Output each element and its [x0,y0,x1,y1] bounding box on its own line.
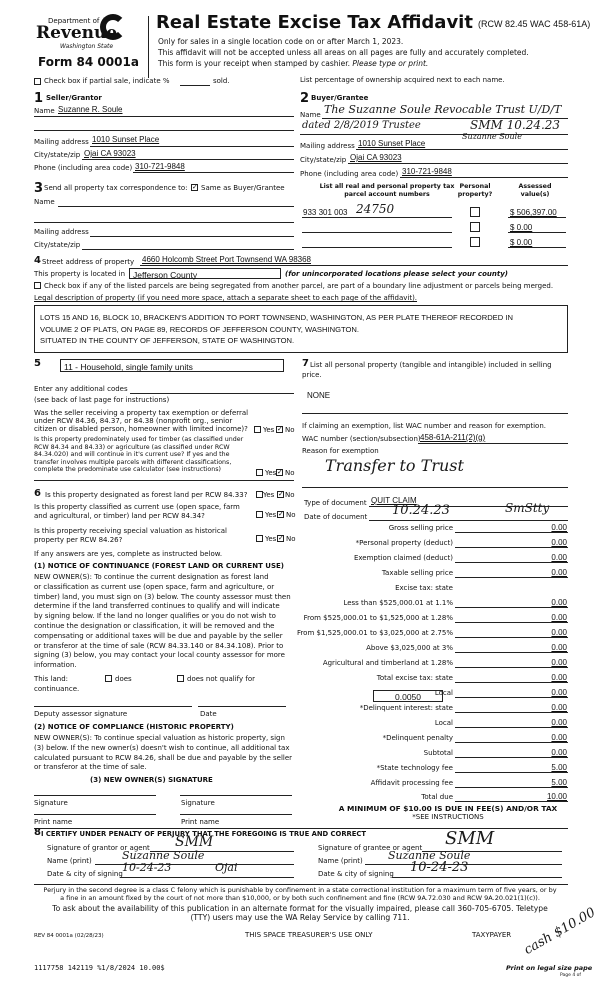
section-number: 3 [34,181,44,196]
tax-row-value[interactable]: 0.00 [551,658,567,667]
tax-row-value[interactable]: 5.00 [551,763,567,772]
cash-annotation: cash $10.00 [521,905,599,958]
taxpayer-label: TAXYPAYER [472,931,512,939]
assessed-value[interactable]: $ 0.00 [510,238,533,247]
date-initials: SmStty [505,501,550,515]
tax-row-label: From $525,000.01 to $1,525,000 at 1.28% [303,614,453,622]
grantor-date-field[interactable]: 10-24-23 [122,861,172,874]
partial-sale-label: Check box if partial sale, indicate % [44,77,170,85]
field-line [34,116,294,117]
no-label: No [285,426,295,434]
current-use-question [34,503,240,521]
additional-codes-label: Enter any additional codes [34,385,128,393]
seller-city-label: City/state/zip [34,151,81,159]
minimum-due-note: A MINIMUM OF $10.00 IS DUE IN FEE(S) AND/OR TAX [338,804,558,813]
tax-row-value[interactable]: 5.00 [551,778,567,787]
parcel-number[interactable]: 933 301 003 [303,208,348,217]
state-label: Washington State [60,43,114,50]
no-label: No [286,535,296,543]
parcel-number[interactable] [302,247,452,248]
timber-no-checkbox[interactable]: ✓ [277,468,283,476]
this-land-label: This land: [34,675,69,683]
grantor-signature-field[interactable]: SMM [175,834,214,850]
notice3-title: (3) NEW OWNER(S) SIGNATURE [90,776,213,784]
historic-yes-checkbox[interactable] [256,535,263,542]
doctype-label: Type of document [304,499,367,507]
grantor-city-field[interactable]: Ojai [215,861,238,874]
segregated-checkbox[interactable] [34,282,41,289]
land-use-code-select[interactable]: 11 - Household, single family units [60,359,284,372]
question-line: transfer involves multiple parcels with different classifications, [34,458,232,466]
section-number: 6 [34,488,41,499]
field-line [356,149,568,150]
grantee-signature-field[interactable]: SMM [445,828,495,849]
partial-percent-field[interactable] [180,85,210,86]
buyer-name-label: Name [300,111,321,119]
section-number: 5 [34,358,41,369]
assessed-value[interactable]: $ 506,397.00 [510,208,557,217]
grantor-name-label: Name (print) [47,857,92,865]
question-line: Is this property predominately used for timber (as classified under [34,436,244,443]
question-line: RCW 84.34 and 84.33) or agriculture (as classified under RCW [34,443,230,451]
treasurer-label: THIS SPACE TREASURER'S USE ONLY [245,931,373,939]
corr-mail-field[interactable] [90,236,294,237]
tax-row-value[interactable]: 0.00 [551,703,567,712]
notice1-title: (1) NOTICE OF CONTINUANCE (FOREST LAND OR CURRENT USE) [34,562,284,570]
buyer-name-line3: Suzanne Soule [462,132,522,141]
certification-text: I CERTIFY UNDER PENALTY OF PERJURY THAT THE FOREGOING IS TRUE AND CORRECT [41,830,367,838]
field-line [455,532,568,533]
grantee-date-field[interactable]: 10-24-23 [410,860,469,875]
field-line [455,652,568,653]
form-title: Real Estate Excise Tax Affidavit [156,12,473,33]
owner-print-field[interactable] [180,814,292,815]
legal-size-note: Print on legal size pape [506,964,593,972]
page-number: Page 4 of [560,973,581,978]
seller-city-field[interactable]: Ojai CA 93023 [84,149,136,158]
revenue-logo-text: Revenue [36,23,118,43]
forest-no-checkbox[interactable]: ✓ [278,490,284,498]
field-line [302,413,568,414]
grantor-name-field[interactable]: Suzanne Soule [122,849,205,862]
tax-row-label: Excise tax: state [395,584,453,592]
no-label: No [285,469,295,477]
field-line [455,622,568,623]
ownership-note: List percentage of ownership acquired next to each name. [300,76,505,84]
question-line: citizen or disabled person, homeowner with limited income)? [34,425,248,433]
field-line [418,443,568,444]
buyer-city-label: City/state/zip [300,156,347,164]
corr-name-field[interactable] [58,206,294,207]
does-label: does [115,675,132,683]
deputy-label: Deputy assessor signature [34,710,128,718]
notice1-text [34,573,291,671]
tax-row-value[interactable]: 0.00 [551,523,567,532]
yes-label: Yes [265,535,277,543]
tax-row-label: From $1,525,000.01 to $3,025,000 at 2.75% [296,629,453,637]
notice-line: compensating or additional taxes will be due and payable by the seller [34,631,283,640]
owner-signature-field[interactable] [180,795,292,796]
dor-logo-icon [100,14,126,40]
deputy-date-field[interactable] [198,706,286,707]
timber-question [34,436,243,474]
personal-property-label: List all personal property (tangible and intangible) included in selling [310,361,552,369]
doctype-field[interactable]: QUIT CLAIM [371,496,417,505]
forest-yes-checkbox[interactable] [256,491,263,498]
additional-codes-field[interactable] [130,393,294,394]
assessed-header: Assessed [518,183,552,190]
county-select[interactable]: Jefferson County [129,268,281,279]
notice-line: or classification as current use (open space, farm and agriculture, or [34,582,275,591]
buyer-mail-field[interactable]: 1010 Sunset Place [358,139,426,148]
wac-field[interactable]: 458-61A-211(2)(g) [420,433,486,442]
buyer-city-field[interactable]: Ojai CA 93023 [350,153,402,162]
docdate-label: Date of document [304,513,368,521]
tax-row-label: Total excise tax: state [376,674,453,682]
field-line [455,757,568,758]
print-name-label: Print name [34,818,73,826]
field-line [455,667,568,668]
buyer-mail-label: Mailing address [300,142,355,150]
tax-row-label: *Delinquent penalty [382,734,453,742]
exemption-no-checkbox[interactable]: ✓ [277,425,283,433]
question-line: under RCW 84.36, 84.37, or 84.38 (nonprofit org., senior [34,417,233,425]
field-line [455,742,568,743]
reason-label: Reason for exemption [302,447,379,455]
tax-row-label: Local [434,719,453,727]
print-name-label: Print name [181,818,220,826]
question-line: Was the seller receiving a property tax exemption or deferral [34,409,249,417]
subtitle-line: This affidavit will not be accepted unless all areas on all pages are fully and accurately completed. [158,48,529,57]
parcel-handwritten: 24750 [356,202,395,216]
question-line: complete the predominate use calculator (see instructions) [34,466,222,473]
field-line [82,159,294,160]
docdate-field[interactable]: 10.24.23 [392,503,450,518]
yes-label: Yes [265,469,277,477]
owner-print-field[interactable] [34,814,156,815]
county-note: (for unincorporated locations please select your county) [285,270,508,278]
seller-phone-field[interactable]: 310-721-9848 [135,162,185,171]
seller-title: Seller/Grantor [46,94,102,102]
does-not-label: does not qualify for [187,675,255,683]
rcw-ref: (RCW 82.45 WAC 458-61A) [478,19,591,29]
tax-row-value[interactable]: 0.00 [551,598,567,607]
personal-header: Personal [459,183,491,190]
buyer-initials: SMM 10.24.23 [470,118,561,132]
field-line [302,217,452,218]
segregated-label: Check box if any of the listed parcels are being segregated from another parcel, are part of a boundary line adjustment or parcels being merged. [44,282,554,290]
seller-mail-label: Mailing address [34,138,89,146]
tax-row-label: Taxable selling price [381,569,453,577]
form-number: Form 84 0001a [38,55,139,69]
tax-row-label: *Delinquent interest: state [359,704,453,712]
notice-line: timber) land, you must sign on (3) below. The county assessor must then [34,592,291,601]
legal-line: VOLUME 2 OF PLATS, ON PAGE 89, RECORDS OF JEFFERSON COUNTY, WASHINGTON. [40,324,359,334]
assessed-value[interactable]: $ 0.00 [510,223,533,232]
buyer-phone-label: Phone (including area code) [300,170,399,178]
seller-name-label: Name [34,107,55,115]
section-number: 8 [34,827,41,838]
field-line [455,712,568,713]
exemption-yes-checkbox[interactable] [254,426,261,433]
field-line [400,177,568,178]
accessibility-notice: (TTY) users may use the WA Relay Service by calling 711. [190,913,410,922]
grantee-date-label: Date & city of signing [318,870,394,878]
section-number: 2 [300,91,310,106]
historic-no-checkbox[interactable]: ✓ [278,534,284,542]
legal-description-field[interactable] [34,305,568,353]
tax-row-value[interactable]: 0.00 [551,718,567,727]
tax-row-label: Local [434,689,453,697]
field-line [455,682,568,683]
tax-row-label: Affidavit processing fee [370,779,453,787]
notice-line: or transferor at the time of sale (RCW 84.33.140 or 84.34.108). Prior to [34,641,284,650]
date-label: Date [200,710,217,718]
local-rate-field[interactable]: 0.0050 [373,690,443,702]
corr-mail-label: Mailing address [34,228,89,236]
notice-line: (3) below. If the new owner(s) doesn't wish to continue, all additional tax [34,743,290,752]
section-number: 1 [34,91,44,106]
parcel-header: List all real and personal property tax [319,183,455,190]
tax-row-value[interactable]: 0.00 [551,553,567,562]
buyer-title: Buyer/Grantee [311,94,369,102]
forest-question: Is this property designated as forest land per RCW 84.33? [45,491,248,499]
legal-line: LOTS 15 AND 16, BLOCK 10, BRACKEN'S ADDITION TO PORT TOWNSEND, WASHINGTON, AS PER PLATE THEREOF RECORDED IN [40,313,513,322]
personal-property-label: price. [302,371,322,379]
wac-label: WAC number (section/subsection) [302,435,421,443]
buyer-phone-field[interactable]: 310-721-9848 [402,167,452,176]
tax-row-label: Gross selling price [388,524,453,532]
field-line [348,163,568,164]
perjury-notice: a fine in an amount fixed by the court of not more than $10,000, or by both such confinement and fine (RCW 9A.72.030 and RCW 9A.20.021(1)(c)). [60,894,540,902]
field-line [508,232,566,233]
corr-label: Send all property tax correspondence to: [44,184,188,192]
exemption-question [34,409,248,433]
yes-label: Yes [265,511,277,519]
tax-row-value[interactable]: 0.00 [551,673,567,682]
field-line [90,146,294,147]
tax-row-label: Total due [421,793,453,801]
signature-label: Signature [34,799,68,807]
grantee-name-label: Name (print) [318,857,363,865]
yes-label: Yes [263,426,275,434]
grantee-sig-label: Signature of grantee or agent [318,844,423,852]
tax-row-value[interactable]: 0.00 [551,733,567,742]
grantor-date-label: Date & city of signing [47,870,123,878]
field-line [455,772,568,773]
type-print-text: Please type or print. [352,59,429,68]
current-use-yes-checkbox[interactable] [256,511,263,518]
notice-line: or transferor at the time of sale. [34,763,147,772]
legal-label: Legal description of property (if you need more space, attach a separate sheet to each page of the affidavit). [34,294,418,302]
notice2-title: (2) NOTICE OF COMPLIANCE (HISTORIC PROPERTY) [34,723,234,731]
question-line: property per RCW 84.26? [34,536,123,544]
seller-name-field[interactable]: Suzanne R. Soule [58,105,123,114]
field-line [508,247,566,248]
owner-signature-field[interactable] [34,795,156,796]
notice-line: NEW OWNER(S): To continue the current designation as forest land [34,573,269,581]
divider [34,480,294,481]
notice-line: signing (3) below, you may contact your local county assessor for more [34,651,285,660]
tax-row-value[interactable]: 0.00 [551,688,567,697]
does-checkbox[interactable] [105,675,112,682]
located-label: This property is located in [34,270,126,278]
same-as-buyer-checkbox[interactable]: ✓ [192,183,198,191]
field-line [300,134,568,135]
corr-name-label: Name [34,198,55,206]
divider [34,884,568,885]
field-line [455,562,568,563]
see-instructions: *SEE INSTRUCTIONS [412,813,484,821]
yes-label: Yes [263,491,275,499]
exemption-label: If claiming an exemption, list WAC number and reason for exemption. [302,422,546,430]
tax-row-label: Subtotal [423,749,453,757]
reason-field[interactable]: Transfer to Trust [325,456,464,475]
personal-header: property? [457,191,493,198]
deputy-signature-field[interactable] [34,706,192,707]
codes-note: (see back of last page for instructions) [34,396,170,404]
assessed-header: value(s) [520,191,550,198]
seller-mail-field[interactable]: 1010 Sunset Place [92,135,160,144]
no-label: No [286,511,296,519]
field-line [455,607,568,608]
personal-property-checkbox[interactable] [470,222,480,232]
notice2-text [34,734,292,773]
tax-row-label: *State technology fee [376,764,453,772]
tax-row-value[interactable]: 0.00 [551,613,567,622]
cashier-stamp: 1117758 142119 %1/8/2024 10.00$ [34,964,165,972]
buyer-name-line2: dated 2/8/2019 Trustee [302,120,421,131]
subtitle-line: Only for sales in a single location code on or after March 1, 2023. [158,37,404,46]
personal-property-checkbox[interactable] [470,207,480,217]
no-label: No [285,491,295,499]
field-line [455,727,568,728]
timber-yes-checkbox[interactable] [256,469,263,476]
field-line [140,265,568,266]
subtitle-line [158,60,428,68]
question-line: Is this property classified as current use (open space, farm [34,503,240,511]
field-line [455,697,568,698]
tax-row-value[interactable]: 0.00 [551,643,567,652]
notice-line: NEW OWNER(S): To continue special valuation as historic property, sign [34,734,285,742]
question-line: Is this property receiving special valuation as historical [34,527,227,535]
grantee-name-field[interactable]: Suzanne Soule [388,849,471,862]
tax-row-value[interactable]: 0.00 [551,568,567,577]
does-not-checkbox[interactable] [177,675,184,682]
field-line [34,130,294,131]
street-label: Street address of property [42,258,135,266]
grantor-sig-label: Signature of grantor or agent [47,844,150,852]
revision-label: REV 84 0001a (02/28/23) [34,933,104,939]
section-number: 7 [302,358,309,369]
question-line: and agricultural, or timber) land per RCW 84.34? [34,512,205,520]
header-divider [148,16,149,78]
tax-row-value[interactable]: 10.00 [546,792,567,801]
notice-line: continue the designation or classification, it will be removed and the [34,621,275,630]
current-use-no-checkbox[interactable]: ✓ [278,510,284,518]
question-line: 84.34.020) and will continue in it's current use? If yes and the [34,451,230,458]
tax-row-label: Agricultural and timberland at 1.28% [322,659,453,667]
notice-line: by signing below. If the land no longer qualifies or you do not wish to [34,612,276,621]
field-line [120,877,294,878]
field-line [369,520,568,521]
field-line [302,487,568,488]
perjury-notice: Perjury in the second degree is a class C felony which is punishable by confinement in a state correctional institution for a maximum term of five years, or by [43,886,557,894]
tax-row-label: Less than $525,000.01 at 1.1% [343,599,453,607]
tax-row-label: Exemption claimed (deduct) [353,554,453,562]
parcel-header: parcel account numbers [344,191,430,198]
personal-property-checkbox[interactable] [470,237,480,247]
field-line [508,217,566,218]
field-line [455,787,568,788]
sold-label: sold. [213,77,230,85]
historic-question [34,527,227,545]
field-line [455,637,568,638]
field-line [455,577,568,578]
signature-label: Signature [181,799,215,807]
notice-line: determine if the land transferred continues to qualify and will indicate [34,602,280,611]
corr-city-label: City/state/zip [34,241,81,249]
dept-label: Department of [48,17,100,25]
corr-city-field[interactable] [82,249,294,250]
same-as-buyer-label: Same as Buyer/Grantee [201,184,285,192]
seller-phone-label: Phone (including area code) [34,164,133,172]
if-yes-note: If any answers are yes, complete as instructed below. [34,550,223,558]
parcel-number[interactable] [302,232,452,233]
buyer-name-field[interactable]: The Suzanne Soule Revocable Trust U/D/T [324,103,562,116]
section-number: 4 [34,255,41,266]
tax-row-value[interactable]: 0.00 [551,628,567,637]
receipt-text: This form is your receipt when stamped by cashier. [158,59,350,68]
tax-row-label: Above $3,025,000 at 3% [366,644,453,652]
personal-property-field[interactable]: NONE [307,391,331,400]
field-line [455,801,568,802]
field-line [392,877,562,878]
continuance-label: continuance. [34,685,80,693]
legal-line: SITUATED IN THE COUNTY OF JEFFERSON, STATE OF WASHINGTON. [40,336,295,345]
notice-line: calculated pursuant to RCW 84.26, shall be due and payable by the seller [34,753,293,762]
field-line [34,222,294,223]
notice-line: information. [34,661,77,670]
partial-sale-checkbox[interactable] [34,78,41,85]
field-line [133,172,294,173]
tax-row-label: *Personal property (deduct) [355,539,453,547]
street-field[interactable]: 4660 Holcomb Street Port Townsend WA 98368 [142,255,311,264]
field-line [455,547,568,548]
tax-row-value[interactable]: 0.00 [551,538,567,547]
accessibility-notice: To ask about the availability of this publication in an alternate format for the visually impaired, please call 360-705-6705. Teletype [52,904,548,913]
tax-row-value[interactable]: 0.00 [551,748,567,757]
